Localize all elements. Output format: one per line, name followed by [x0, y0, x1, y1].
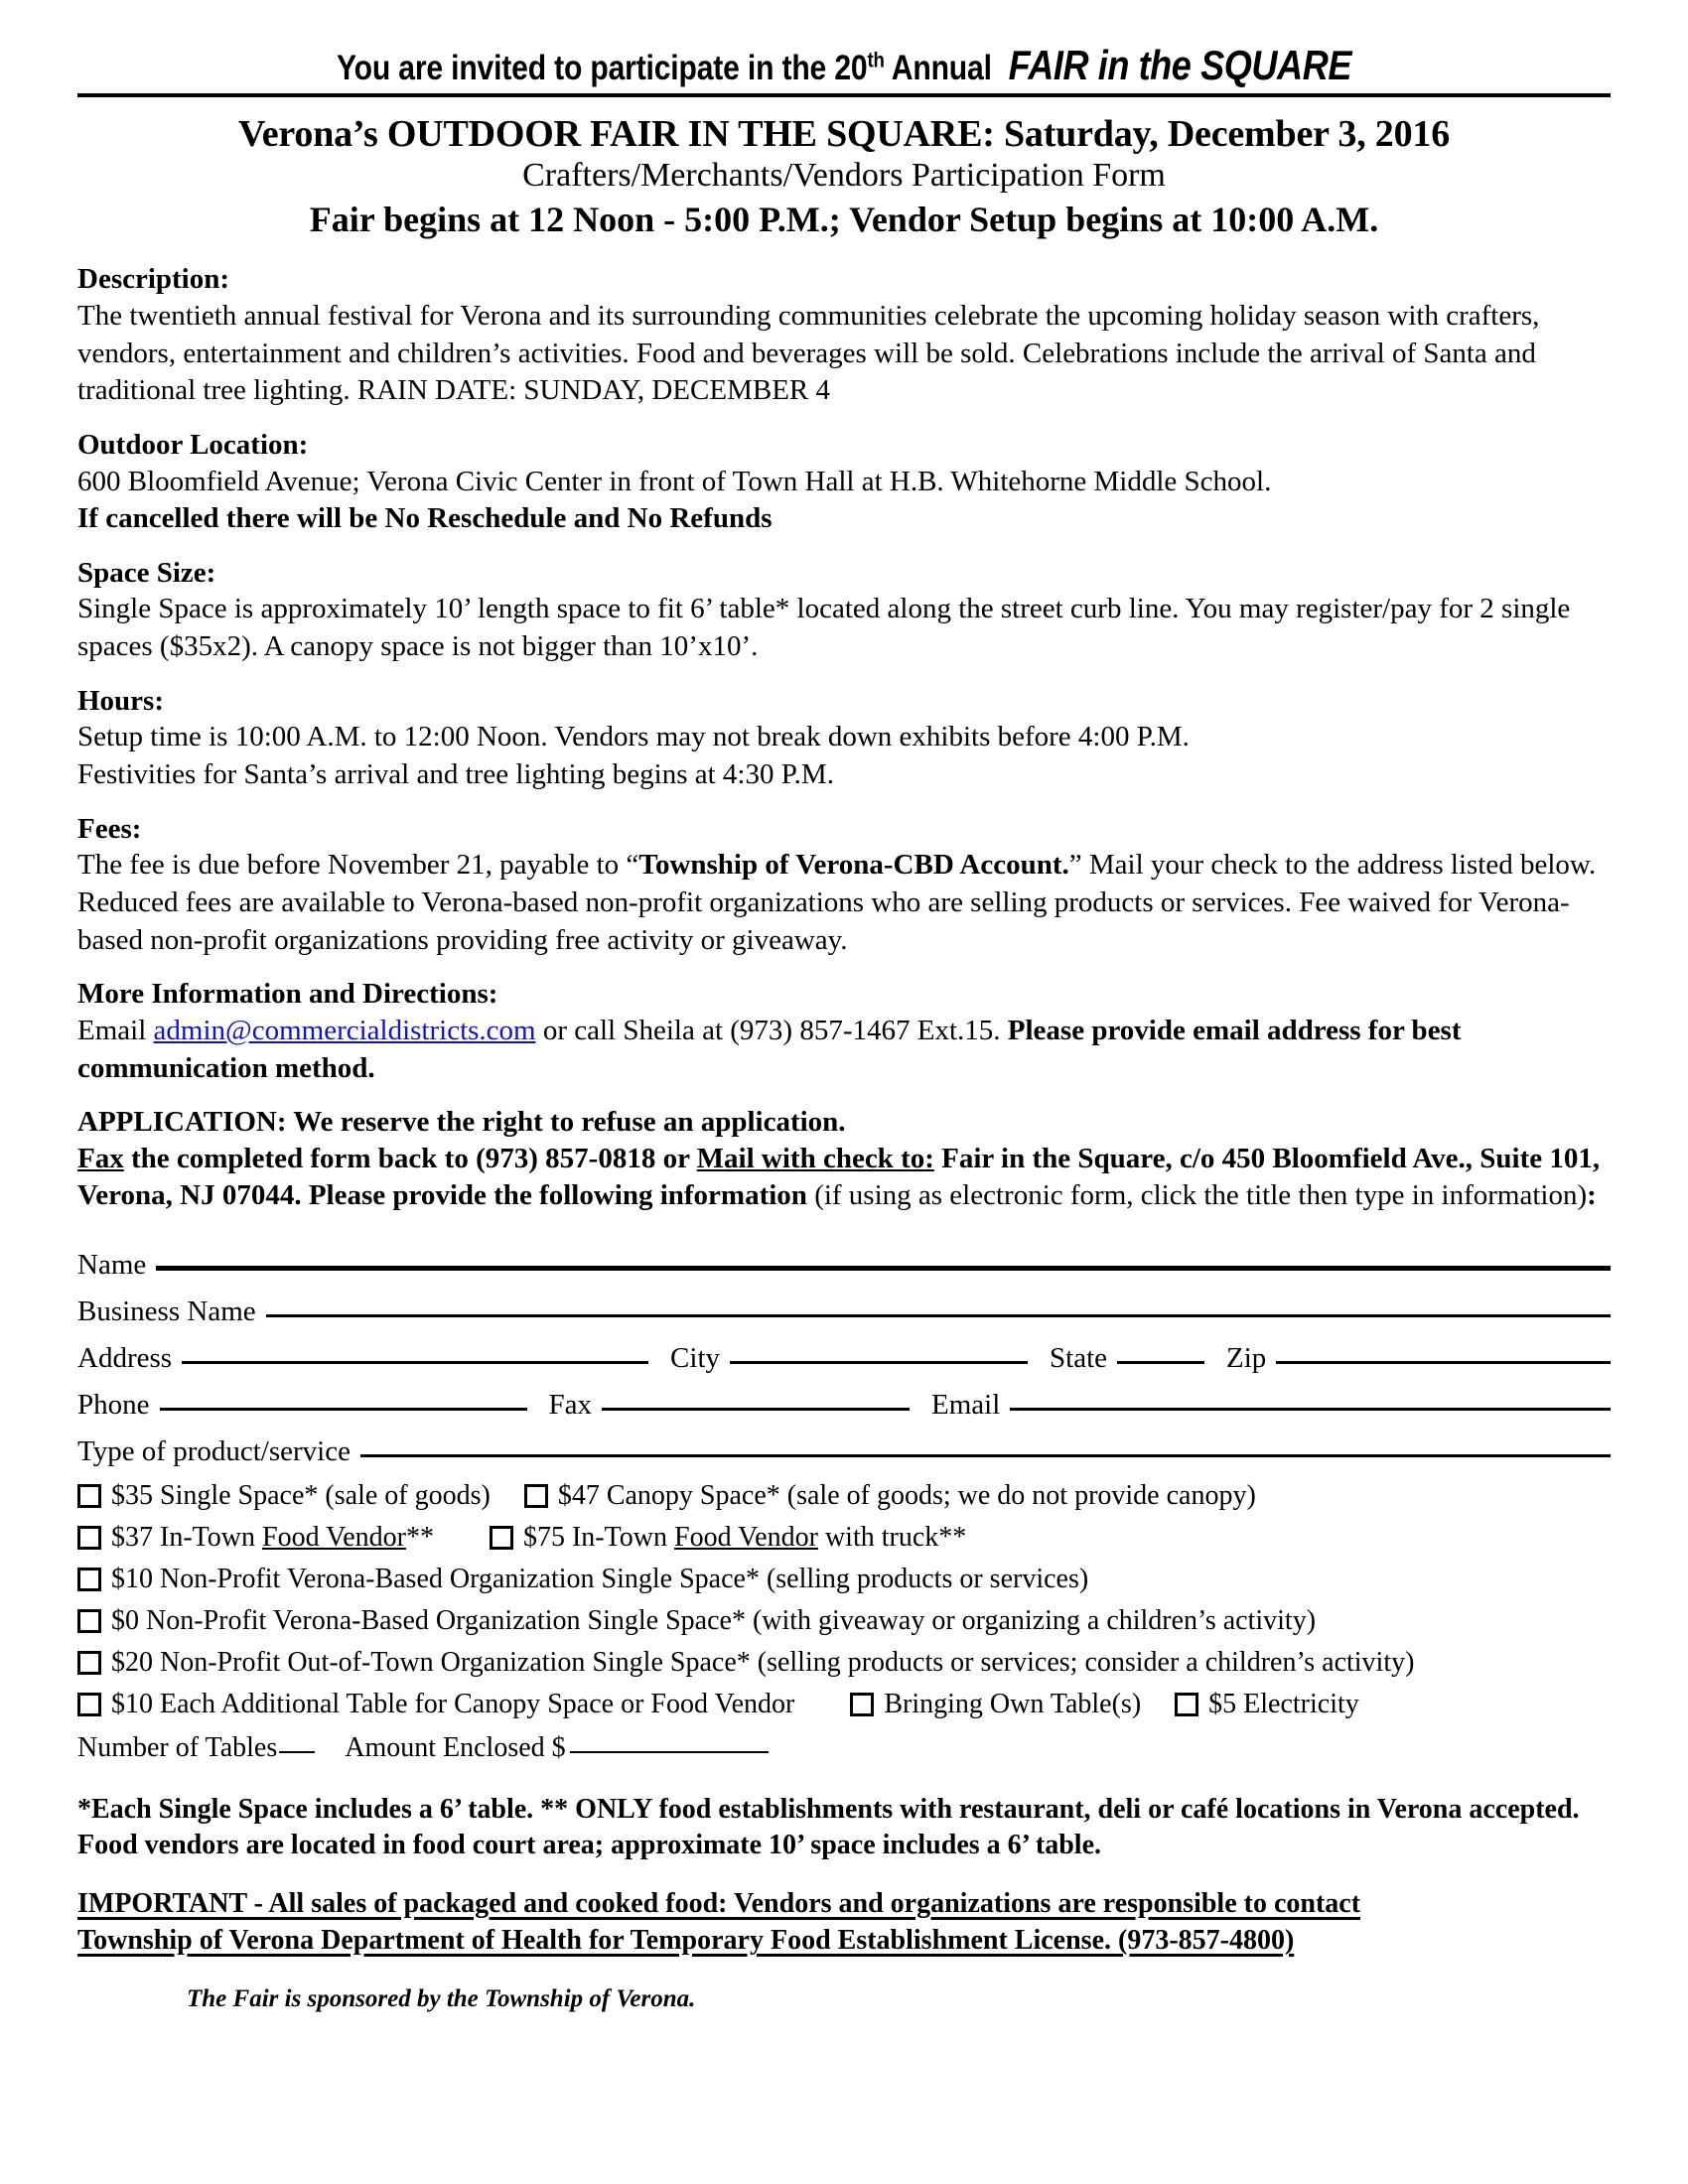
label-truck-pre: $75 In-Town — [522, 1522, 674, 1554]
label-bringing-own-table: Bringing Own Table(s) — [884, 1689, 1142, 1720]
totals-row — [77, 1732, 1611, 1764]
application-heading: APPLICATION: We reserve the right to refuse an application. — [77, 1106, 846, 1139]
name-label: Name — [77, 1249, 147, 1282]
label-canopy-space: $47 Canopy Space* (sale of goods; we do not provide canopy) — [557, 1480, 1256, 1512]
fair-logo-text: FAIR in the SQUARE — [1008, 42, 1352, 88]
checkbox-canopy-space[interactable] — [524, 1484, 548, 1508]
more-info-body — [77, 1013, 1611, 1087]
label-food-vendor-pre: $37 In-Town — [111, 1522, 263, 1554]
location-heading: Outdoor Location: — [77, 428, 309, 461]
zip-label: Zip — [1226, 1342, 1267, 1375]
space-size-body: Single Space is approximately 10’ length space to fit 6’ table* located along the street curb line. You may register/pay for 2 single spaces ($35x2). A canopy space is not bigger than 10’x10’. — [77, 593, 1571, 663]
section-hours — [77, 683, 1611, 794]
address-label: Address — [77, 1342, 173, 1375]
section-space-size — [77, 555, 1611, 666]
banner-ordinal: th — [867, 47, 885, 72]
name-input[interactable] — [156, 1266, 1611, 1271]
title-block — [77, 113, 1611, 241]
state-label: State — [1050, 1342, 1108, 1375]
label-electricity: $5 Electricity — [1208, 1689, 1359, 1720]
hours-body-line1: Setup time is 10:00 A.M. to 12:00 Noon. Vendors may not break down exhibits before 4:00 P.M. — [77, 721, 1190, 753]
label-food-vendor-post: ** — [405, 1522, 434, 1554]
banner-divider — [77, 93, 1611, 97]
important-line-1: IMPORTANT - All sales of packaged and cooked food: Vendors and organizations are responsible to contact — [77, 1887, 1361, 1919]
field-row-business-name — [77, 1296, 1611, 1328]
location-body: 600 Bloomfield Avenue; Verona Civic Center in front of Town Hall at H.B. Whitehorne Middle School. — [77, 465, 1272, 497]
label-single-space: $35 Single Space* (sale of goods) — [111, 1480, 491, 1512]
state-input[interactable] — [1117, 1361, 1204, 1364]
checkbox-electricity[interactable] — [1175, 1693, 1198, 1716]
fees-heading: Fees: — [77, 812, 142, 845]
event-title: Verona’s OUTDOOR FAIR IN THE SQUARE: Saturday, December 3, 2016 — [238, 113, 1450, 156]
phone-label: Phone — [77, 1389, 150, 1422]
checkbox-in-town-food-vendor[interactable] — [77, 1526, 101, 1550]
label-additional-table: $10 Each Additional Table for Canopy Space or Food Vendor — [111, 1689, 795, 1720]
contact-email-link[interactable]: admin@commercialdistricts.com — [153, 1014, 536, 1046]
label-food-vendor-underlined: Food Vendor — [262, 1522, 406, 1554]
label-truck-underlined: Food Vendor — [674, 1522, 818, 1554]
more-info-heading: More Information and Directions: — [77, 978, 498, 1011]
phone-input[interactable] — [160, 1408, 527, 1411]
payee-name: Township of Verona-CBD Account. — [638, 849, 1069, 882]
number-of-tables-input[interactable] — [279, 1751, 315, 1753]
city-input[interactable] — [730, 1361, 1028, 1364]
field-row-address — [77, 1342, 1611, 1375]
amount-enclosed-input[interactable] — [570, 1751, 769, 1753]
hours-heading: Hours: — [77, 684, 164, 717]
option-row-3 — [77, 1566, 1611, 1593]
label-nonprofit-verona-10: $10 Non-Profit Verona-Based Organization Single Space* (selling products or services) — [111, 1564, 1089, 1595]
field-row-phone — [77, 1389, 1611, 1422]
product-service-input[interactable] — [360, 1454, 1611, 1457]
application-form-fields — [77, 1249, 1611, 1468]
phone-text: or call Sheila at (973) 857-1467 Ext.15. — [535, 1014, 1008, 1046]
label-in-town-food-vendor — [111, 1524, 434, 1552]
option-row-5 — [77, 1649, 1611, 1677]
cancellation-notice: If cancelled there will be No Reschedule and No Refunds — [77, 502, 773, 535]
form-subtitle: Crafters/Merchants/Vendors Participation Form — [522, 157, 1166, 195]
fax-keyword: Fax — [77, 1142, 124, 1174]
label-nonprofit-out-of-town-20: $20 Non-Profit Out-of-Town Organization Single Space* (selling products or services; consider a children’s activity) — [111, 1647, 1415, 1679]
fax-input[interactable] — [602, 1408, 910, 1411]
option-row-1 — [77, 1482, 1611, 1510]
city-label: City — [670, 1342, 721, 1375]
important-notice — [77, 1885, 1611, 1960]
address-input[interactable] — [182, 1361, 648, 1364]
electronic-form-note: (if using as electronic form, click the title then type in information) — [806, 1179, 1588, 1212]
banner-headline — [185, 44, 1503, 87]
fax-instruction: the completed form back to (973) 857-0818 or — [123, 1142, 697, 1174]
label-food-vendor-truck — [523, 1524, 966, 1552]
email-prefix: Email — [77, 1014, 154, 1046]
fees-body-part2: ” Mail your check to the address listed below. Reduced fees are available to Verona-based non-profit organizations who are selling products or services. Fee waived for Verona-based non-profit organizations providing free activity or giveaway. — [77, 849, 1597, 956]
label-truck-post: with truck** — [817, 1522, 967, 1554]
business-name-label: Business Name — [77, 1296, 256, 1328]
fees-body — [77, 847, 1611, 959]
amount-enclosed-label: Amount Enclosed $ — [345, 1732, 566, 1764]
important-line-2: Township of Verona Department of Health for Temporary Food Establishment License. (973-857-4800) — [77, 1925, 1295, 1957]
checkbox-nonprofit-verona-10[interactable] — [77, 1568, 101, 1591]
fax-label: Fax — [548, 1389, 592, 1422]
email-label: Email — [931, 1389, 1001, 1422]
banner-middle: Annual — [884, 49, 1000, 87]
field-row-name — [77, 1249, 1611, 1282]
application-colon: : — [1587, 1179, 1597, 1212]
checkbox-nonprofit-out-of-town-20[interactable] — [77, 1651, 101, 1675]
section-location — [77, 427, 1611, 538]
application-instructions — [77, 1141, 1611, 1215]
hours-body-line2: Festivities for Santa’s arrival and tree lighting begins at 4:30 P.M. — [77, 758, 834, 791]
email-input[interactable] — [1010, 1408, 1611, 1411]
option-row-2 — [77, 1524, 1611, 1552]
checkbox-bringing-own-table[interactable] — [850, 1693, 874, 1716]
checkbox-single-space[interactable] — [77, 1484, 101, 1508]
section-more-information — [77, 976, 1611, 1087]
description-body: The twentieth annual festival for Verona and its surrounding communities celebrate the upcoming holiday season with crafters, vendors, entertainment and children’s activities. Food and beverages will be sold. Celebrations include the arrival of Santa and traditional tree lighting. RAIN DATE: SUNDAY, DECEMBER 4 — [77, 299, 1540, 407]
email-emphasis: Please provide email address for best communication method. — [77, 1014, 1462, 1084]
section-fees — [77, 811, 1611, 960]
mail-instruction: Fair in the Square, c/o 450 Bloomfield Ave., Suite 101, Verona, NJ 07044. Please provide the following information — [77, 1142, 1601, 1212]
banner-lead: You are invited to participate in the 20 — [336, 49, 868, 87]
section-application — [77, 1104, 1611, 1215]
business-name-input[interactable] — [266, 1314, 1611, 1317]
asterisk-footnote: *Each Single Space includes a 6’ table. ** ONLY food establishments with restaurant, deli or café locations in Verona accepted. Food vendors are located in food court area; approximate 10’ space includes a 6’ table. — [77, 1794, 1580, 1860]
label-nonprofit-verona-0: $0 Non-Profit Verona-Based Organization Single Space* (with giveaway or organizing a children’s activity) — [111, 1605, 1317, 1637]
sponsor-note: The Fair is sponsored by the Township of Verona. — [187, 1984, 696, 2012]
section-description — [77, 261, 1611, 410]
checkbox-nonprofit-verona-0[interactable] — [77, 1609, 101, 1633]
description-heading: Description: — [77, 263, 230, 296]
invitation-banner — [77, 0, 1611, 97]
option-row-4 — [77, 1607, 1611, 1635]
mail-keyword: Mail with check to: — [696, 1142, 934, 1174]
number-of-tables-label: Number of Tables — [77, 1732, 278, 1764]
event-hours-title: Fair begins at 12 Noon - 5:00 P.M.; Vendor Setup begins at 10:00 A.M. — [309, 200, 1379, 240]
fee-options-list — [77, 1482, 1611, 1764]
space-size-heading: Space Size: — [77, 556, 216, 589]
checkbox-additional-table[interactable] — [77, 1693, 101, 1716]
zip-input[interactable] — [1276, 1361, 1611, 1364]
fees-body-part1: The fee is due before November 21, payable to “ — [77, 849, 639, 882]
option-row-6 — [77, 1691, 1611, 1718]
field-row-product-service — [77, 1435, 1611, 1468]
product-service-label: Type of product/service — [77, 1435, 351, 1468]
checkbox-food-vendor-truck[interactable] — [490, 1526, 513, 1550]
